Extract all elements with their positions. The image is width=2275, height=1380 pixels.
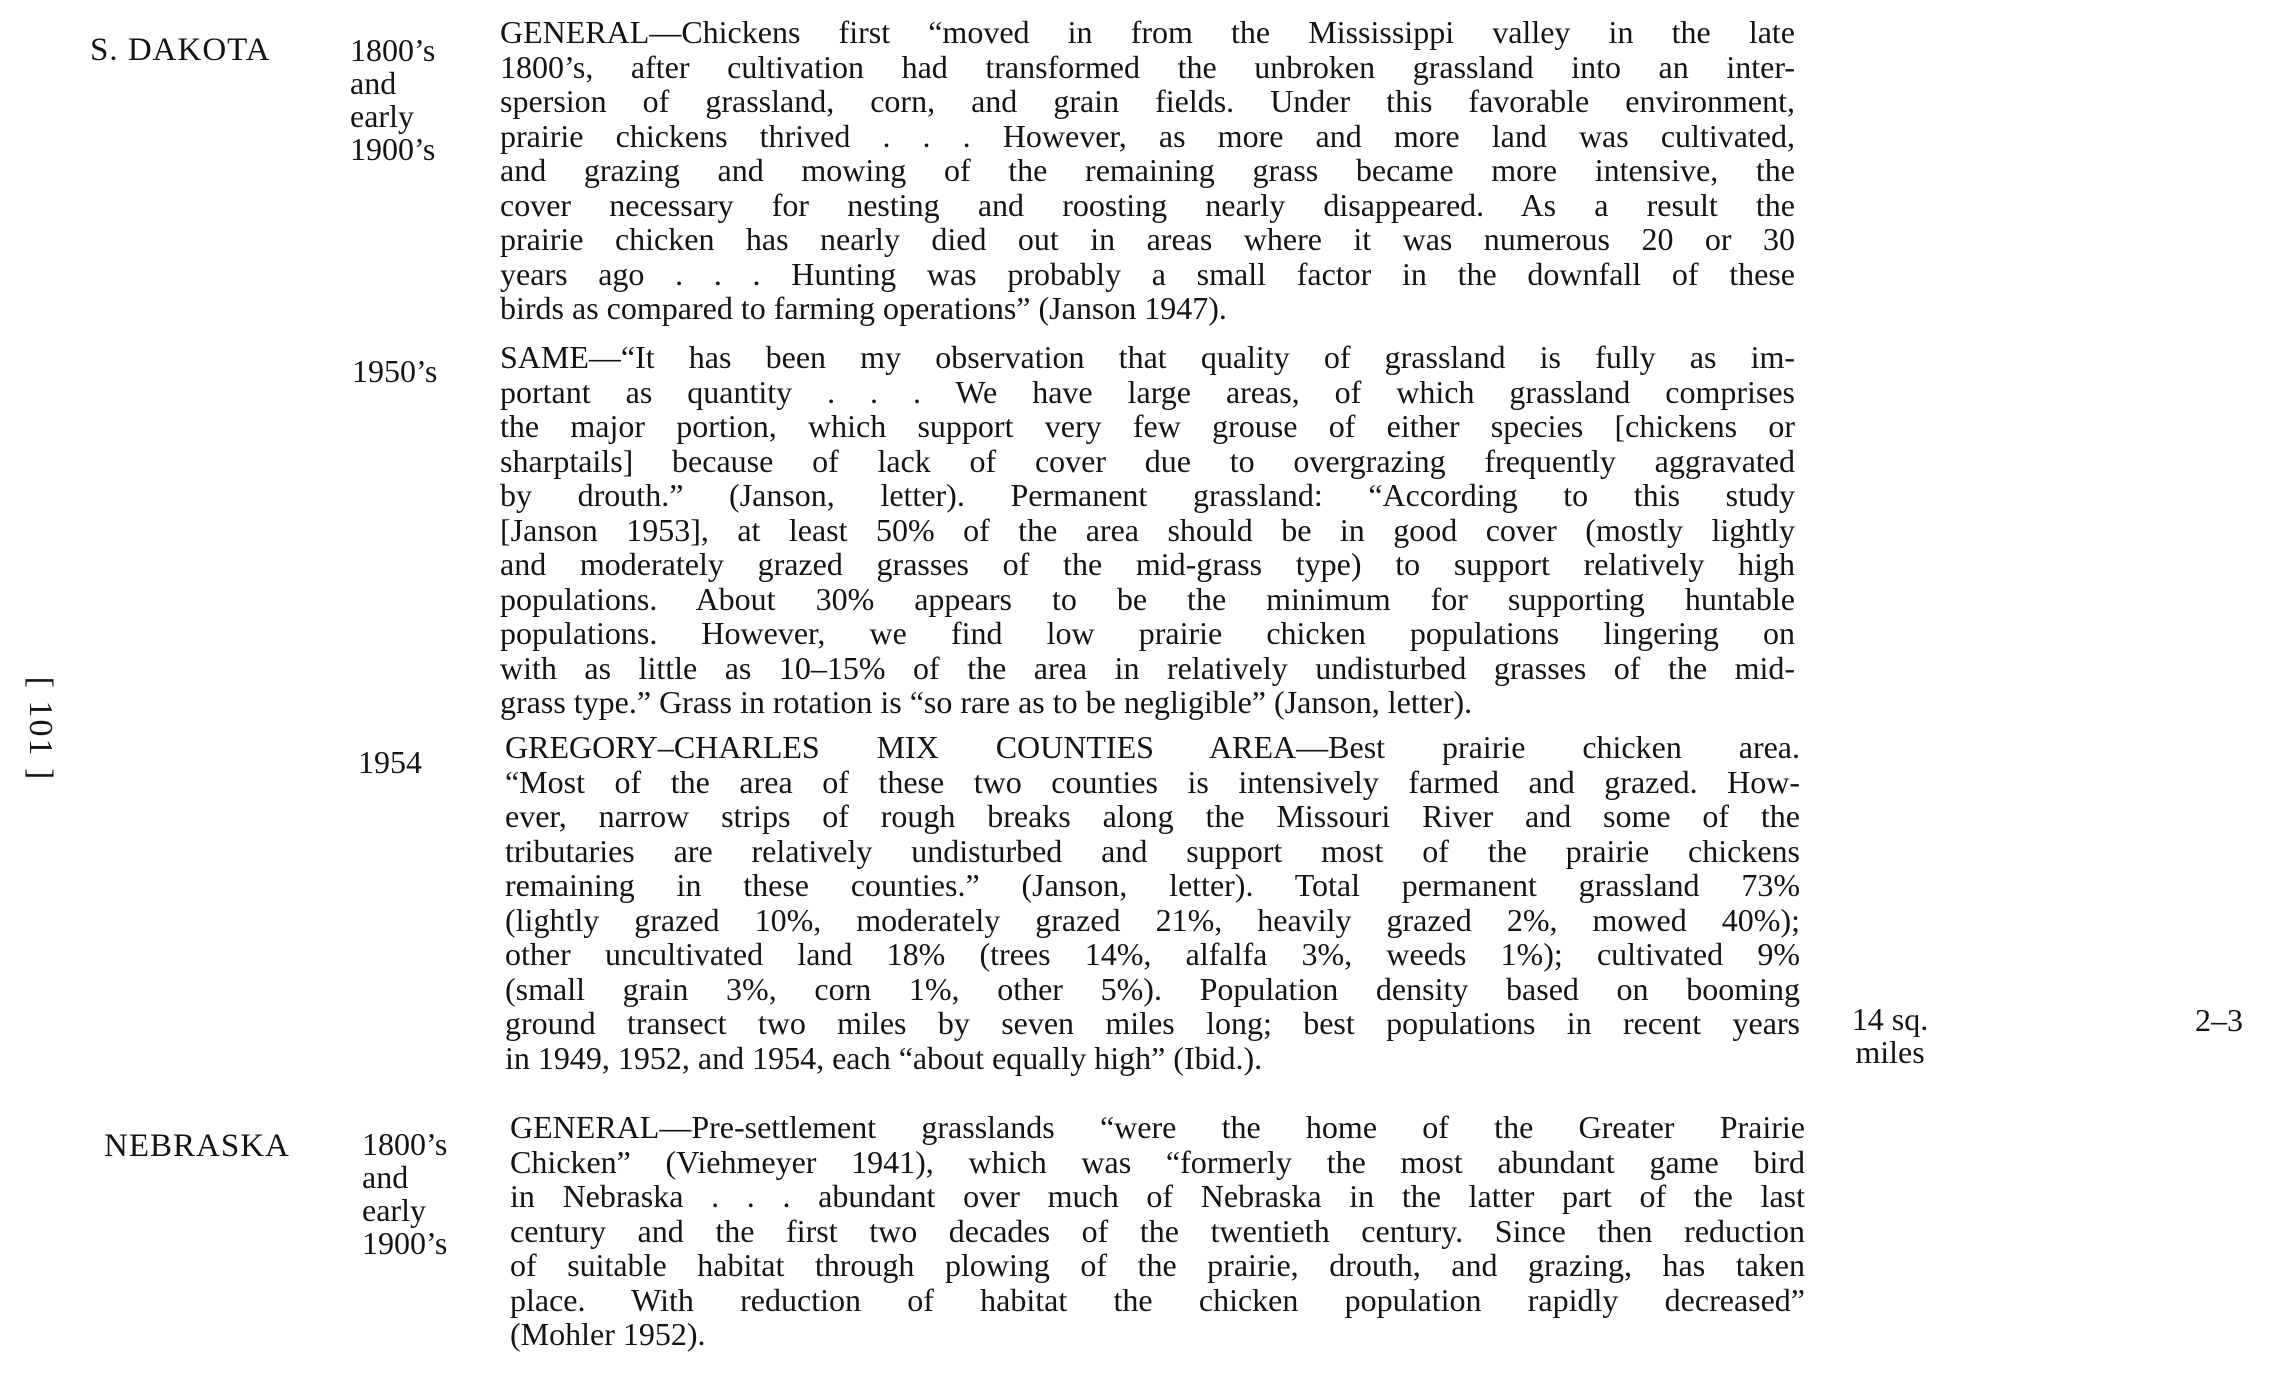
entry-paragraph: GENERAL—Pre-settlement grasslands “were the home of the Greater Prairie Chicken” (Viehmeyer 1941), which was “formerly the most abundant game bird in Nebraska . . . abundant over much of Nebraska in the latter part of the last century and the first two decades of the twentieth century. Since then reduction of suitable habitat through plowing of the prairie, drouth, and grazing, has taken place. With reduction of habitat the chicken population rapidly decreased” (Mohler 1952).	[510, 1109, 1805, 1352]
period-label: 1954	[358, 744, 422, 780]
state-label-nebraska: NEBRASKA	[104, 1128, 290, 1164]
entry-paragraph: GREGORY–CHARLES MIX COUNTIES AREA—Best prairie chicken area. “Most of the area of these two counties is intensively farmed and grazed. How- ever, narrow strips of rough breaks along the Missouri River and some of the tributaries are relatively undisturbed and support most of the prairie chickens remaining in these counties.” (Janson, letter). Total permanent grassland 73% (lightly grazed 10%, moderately grazed 21%, heavily grazed 2%, mowed 40%); other uncultivated land 18% (trees 14%, alfalfa 3%, weeds 1%); cultivated 9% (small grain 3%, corn 1%, other 5%). Population density based on booming ground transect two miles by seven miles long; best populations in recent years in 1949, 1952, and 1954, each “about equally high” (Ibid.).	[505, 729, 1800, 1076]
period-label: 1800’s and early 1900’s	[350, 32, 436, 167]
entry-paragraph: GENERAL—Chickens first “moved in from the Mississippi valley in the late 1800’s, after cultivation had transformed the unbroken grassland into an inter- spersion of grassland, corn, and grain fields. Under this favorable environment, prairie chickens thrived . . . However, as more and more land was cultivated, and grazing and mowing of the remaining grass became more intensive, the cover necessary for nesting and roosting nearly disappeared. As a result the prairie chicken has nearly died out in areas where it was numerous 20 or 30 years ago . . . Hunting was probably a small factor in the downfall of these birds as compared to farming operations” (Janson 1947).	[500, 14, 1795, 326]
area-cell: 14 sq. miles	[1851, 1001, 1929, 1070]
period-label: 1800’s and early 1900’s	[362, 1126, 448, 1261]
period-label: 1950’s	[352, 353, 438, 389]
density-cell: 2–3	[2195, 1002, 2243, 1038]
entry-paragraph: SAME—“It has been my observation that quality of grassland is fully as im- portant as quantity . . . We have large areas, of which grassland comprises the major portion, which support very few grouse of either species [chickens or sharptails] because of lack of cover due to overgrazing frequently aggravated by drouth.” (Janson, letter). Permanent grassland: “According to this study [Janson 1953], at least 50% of the area should be in good cover (mostly lightly and moderately grazed grasses of the mid-grass type) to support relatively high populations. About 30% appears to be the minimum for supporting huntable populations. However, we find low prairie chicken populations lingering on with as little as 10–15% of the area in relatively undisturbed grasses of the mid- grass type.” Grass in rotation is “so rare as to be negligible” (Janson, letter).	[500, 339, 1795, 720]
state-label-south-dakota: S. DAKOTA	[90, 32, 271, 68]
page-number: [ 101 ]	[22, 676, 59, 782]
